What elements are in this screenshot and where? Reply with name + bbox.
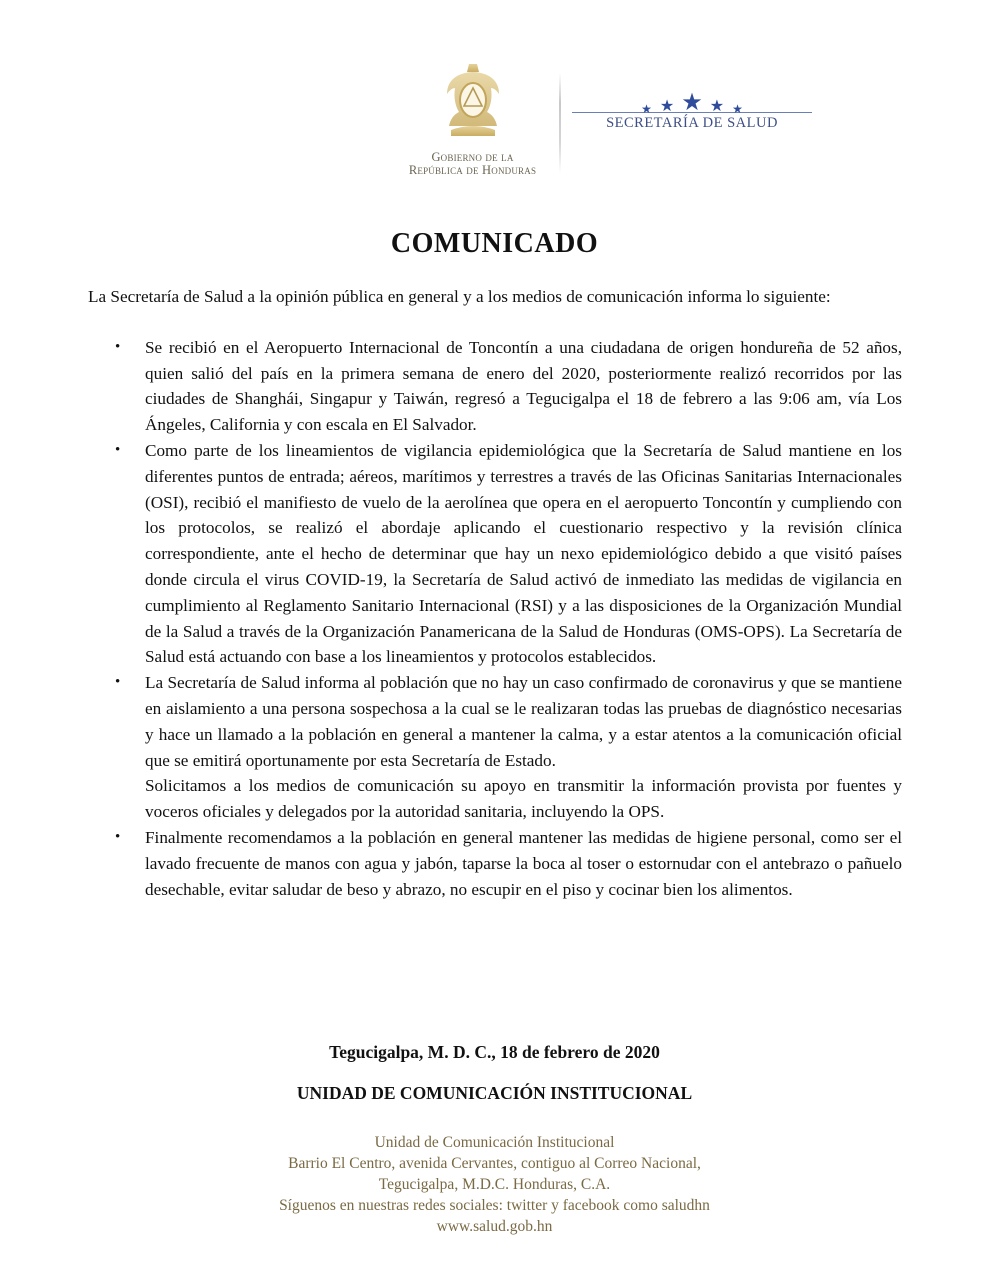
footer-city: Tegucigalpa, M.D.C. Honduras, C.A. bbox=[378, 1176, 611, 1193]
ministry-name: SECRETARÍA DE SALUD bbox=[606, 115, 778, 131]
signature-unit: UNIDAD DE COMUNICACIÓN INSTITUCIONAL bbox=[296, 1083, 693, 1103]
footer-social: Síguenos en nuestras redes sociales: twitter y facebook como saludhn bbox=[279, 1197, 710, 1214]
bullet-icon: • bbox=[115, 828, 121, 845]
government-logo bbox=[390, 60, 555, 177]
bullet-icon: • bbox=[115, 674, 121, 691]
ministry-logo bbox=[572, 91, 812, 132]
bullet-text: Como parte de los lineamientos de vigilancia epidemiológica que la Secretaría de Salud mantiene en los diferentes puntos de entrada; aéreos, marítimos y terrestres a través de las Oficinas Sanitarias Internacionales (OSI), recibió el manifiesto de vuelo de la aerolínea que opera en el aeropuerto Toncontín y cumpliendo con los protocolos, se realizó el abordaje aplicando el cuestionario respectivo y la revisión clínica correspondiente, ante el hecho de determinar que hay un nexo epidemiológico debido a que visitó países donde circula el virus COVID-19, la Secretaría de Salud activó de inmediato las medidas de vigilancia en cumplimiento al Reglamento Sanitario Internacional (RSI) y a las disposiciones de la Organización Mundial de la Salud a través de la Organización Panamericana de la Salud de Honduras (OMS-OPS). La Secretaría de Salud está actuando con base a los lineamientos y protocolos establecidos. bbox=[145, 440, 902, 667]
bullet-list bbox=[88, 335, 902, 903]
bullet-item bbox=[88, 335, 902, 438]
bullet-text: Se recibió en el Aeropuerto Internacional de Toncontín a una ciudadana de origen hondureña de 52 años, quien salió del país en la primera semana de enero del 2020, posteriormente realizó recorridos por las ciudades de Shanghái, Singapur y Taiwán, regresó a Tegucigalpa el 18 de febrero a las 9:06 am, vía Los Ángeles, California y con escala en El Salvador. bbox=[145, 337, 902, 435]
footer-website[interactable]: www.salud.gob.hn bbox=[436, 1218, 553, 1235]
letterhead bbox=[0, 55, 989, 175]
bullet-icon: • bbox=[115, 338, 121, 355]
bullet-item bbox=[88, 438, 902, 670]
document-title: COMUNICADO bbox=[390, 228, 599, 259]
footer-unit: Unidad de Comunicación Institucional bbox=[374, 1134, 615, 1151]
government-name-line1: Gobierno de la bbox=[431, 150, 514, 164]
coat-of-arms-icon bbox=[443, 60, 503, 138]
footer-address: Barrio El Centro, avenida Cervantes, contiguo al Correo Nacional, bbox=[288, 1155, 701, 1172]
government-name-line2: República de Honduras bbox=[408, 163, 537, 177]
footer bbox=[0, 1132, 989, 1237]
bullet-text: Finalmente recomendamos a la población en general mantener las medidas de higiene personal, como ser el lavado frecuente de manos con agua y jabón, taparse la boca al toser o estornudar con el antebrazo o pañuelo desechable, evitar saludar de beso y abrazo, no escupir en el piso y cocinar bien los alimentos. bbox=[145, 827, 902, 899]
bullet-text: La Secretaría de Salud informa al población que no hay un caso confirmado de coronavirus y que se mantiene en aislamiento a una persona sospechosa a la cual se le realizaran todas las pruebas de diagnóstico necesarias y hace un llamado a la población en general a mantener la calma, y a estar atentos a la comunicación oficial que se emitirá oportunamente por esta Secretaría de Estado. bbox=[145, 673, 902, 770]
date-line: Tegucigalpa, M. D. C., 18 de febrero de 2020 bbox=[329, 1042, 660, 1062]
header-divider bbox=[559, 73, 561, 173]
bullet-icon: • bbox=[115, 441, 121, 458]
bullet-extra-text: Solicitamos a los medios de comunicación su apoyo en transmitir la información provista por fuentes y voceros oficiales y delegados por la autoridad sanitaria, incluyendo la OPS. bbox=[145, 776, 902, 822]
five-stars-icon: ★ ★ ★ ★ ★ bbox=[641, 90, 743, 116]
bullet-item bbox=[88, 825, 902, 902]
bullet-item bbox=[88, 670, 902, 825]
intro-paragraph: La Secretaría de Salud a la opinión pública en general y a los medios de comunicación informa lo siguiente: bbox=[88, 287, 831, 306]
document-body bbox=[88, 284, 902, 902]
